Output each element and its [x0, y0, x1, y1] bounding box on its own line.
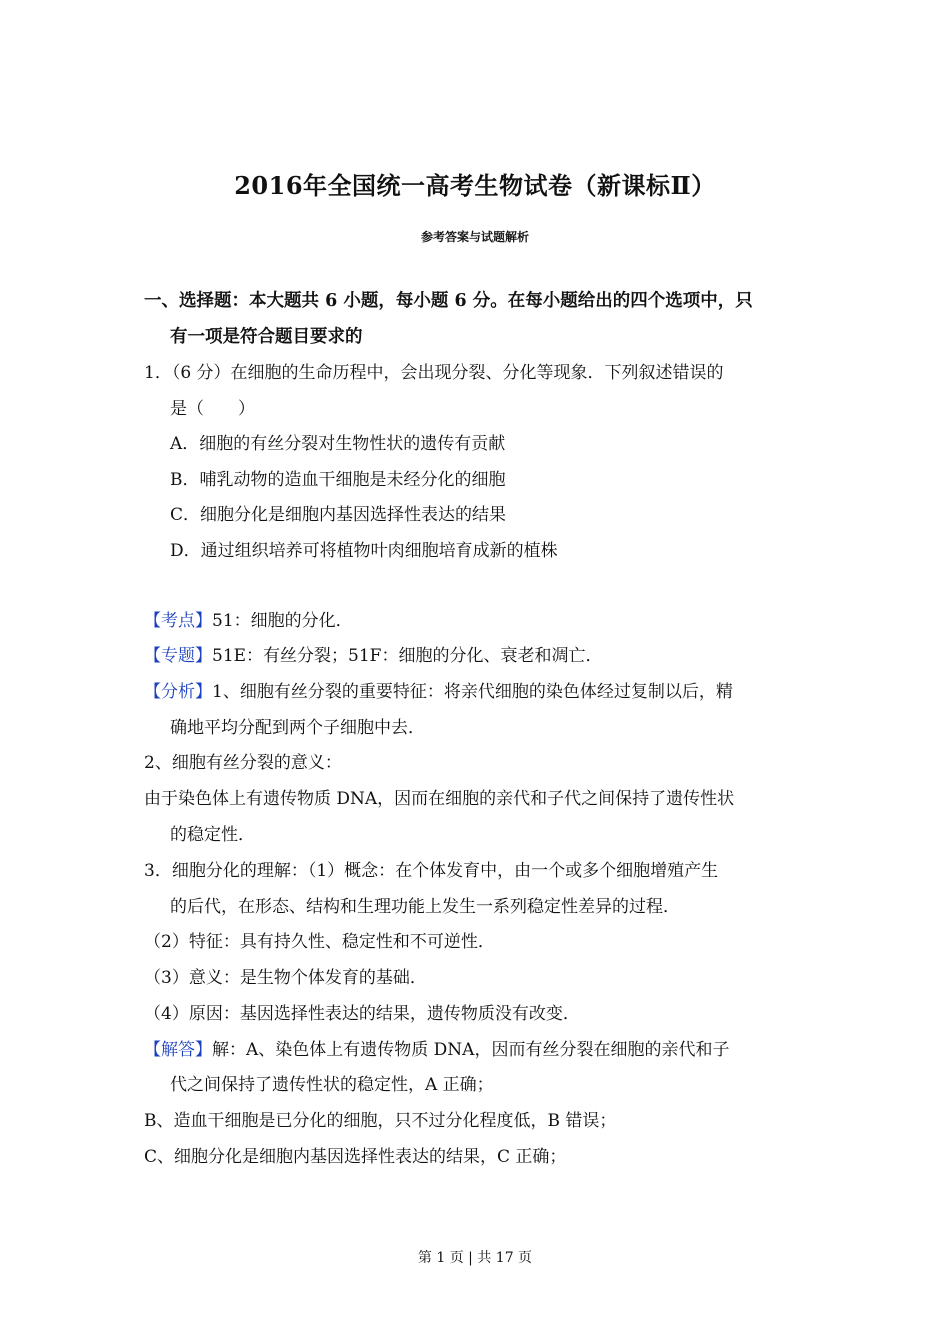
fenxi-p2: 2、细胞有丝分裂的意义：	[144, 753, 342, 773]
jieda-text1: 解：A、染色体上有遗传物质 DNA，因而有丝分裂在细胞的亲代和子	[212, 1040, 730, 1060]
option-d: D．通过组织培养可将植物叶肉细胞培育成新的植株	[170, 541, 558, 561]
page-title: 2016年全国统一高考生物试卷（新课标Ⅱ）	[234, 171, 716, 200]
fenxi-p4-line1: 3．细胞分化的理解：（1）概念：在个体发育中，由一个或多个细胞增殖产生	[144, 861, 719, 881]
zhuanti-tag: 【专题】	[144, 646, 212, 666]
fenxi-p5: （2）特征：具有持久性、稳定性和不可逆性．	[144, 932, 495, 952]
kaodian-tag: 【考点】	[144, 611, 212, 631]
fenxi-p3-line2: 的稳定性．	[170, 825, 255, 845]
question-stem-line2: 是（ ）	[170, 399, 255, 419]
kaodian-row	[144, 609, 814, 633]
page-subtitle: 参考答案与试题解析	[420, 230, 529, 244]
fenxi-p4-line2: 的后代，在形态、结构和生理功能上发生一系列稳定性差异的过程．	[170, 897, 680, 917]
kaodian-text: 51：细胞的分化．	[212, 611, 353, 631]
section-heading-line1: 一、选择题：本大题共 6 小题，每小题 6 分。在每小题给出的四个选项中，只	[144, 291, 753, 311]
jieda-tag: 【解答】	[144, 1040, 212, 1060]
page-footer: 第 1 页 | 共 17 页	[417, 1250, 533, 1266]
jieda-b: B、造血干细胞是已分化的细胞，只不过分化程度低，B 错误；	[144, 1111, 617, 1131]
fenxi-p3-line1: 由于染色体上有遗传物质 DNA，因而在细胞的亲代和子代之间保持了遗传性状	[144, 789, 735, 809]
fenxi-row	[144, 680, 814, 704]
zhuanti-row	[144, 644, 814, 668]
option-c: C．细胞分化是细胞内基因选择性表达的结果	[170, 505, 507, 525]
option-b: B．哺乳动物的造血干细胞是未经分化的细胞	[170, 470, 506, 490]
jieda-c: C、细胞分化是细胞内基因选择性表达的结果，C 正确；	[144, 1147, 567, 1167]
question-stem-line1: 1．（6 分）在细胞的生命历程中，会出现分裂、分化等现象．下列叙述错误的	[144, 363, 724, 383]
fenxi-text1: 1、细胞有丝分裂的重要特征：将亲代细胞的染色体经过复制以后，精	[212, 682, 733, 702]
fenxi-tag: 【分析】	[144, 682, 212, 702]
option-a: A．细胞的有丝分裂对生物性状的遗传有贡献	[170, 434, 506, 454]
section-heading-line2: 有一项是符合题目要求的	[170, 327, 363, 347]
jieda-text2: 代之间保持了遗传性状的稳定性，A 正确；	[170, 1075, 494, 1095]
zhuanti-text: 51E：有丝分裂；51F：细胞的分化、衰老和凋亡．	[212, 646, 603, 666]
jieda-row	[144, 1038, 814, 1062]
fenxi-p6: （3）意义：是生物个体发育的基础．	[144, 968, 427, 988]
fenxi-text2: 确地平均分配到两个子细胞中去．	[170, 718, 425, 738]
fenxi-p7: （4）原因：基因选择性表达的结果，遗传物质没有改变．	[144, 1004, 580, 1024]
